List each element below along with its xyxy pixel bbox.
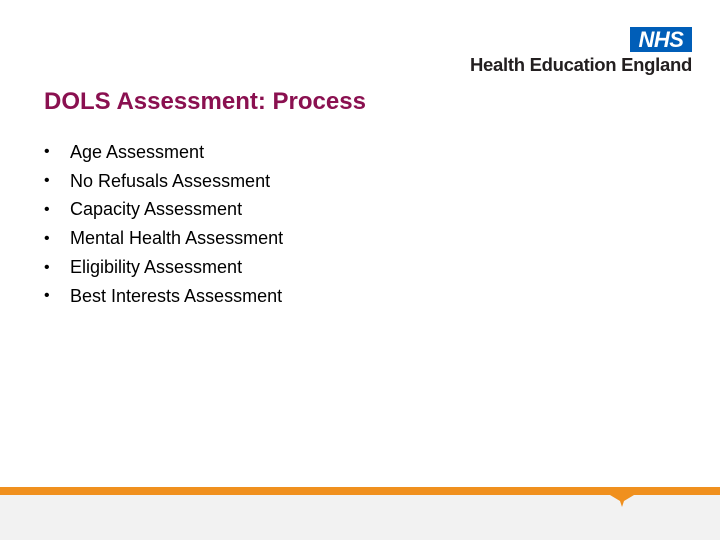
bullet-text: Capacity Assessment <box>70 199 243 220</box>
bullet-text: No Refusals Assessment <box>70 170 271 191</box>
bullet-marker: • <box>44 229 50 247</box>
footer-orange-stripe <box>0 487 720 495</box>
bullet-text: Age Assessment <box>70 141 205 162</box>
bullet-text: Eligibility Assessment <box>70 257 243 278</box>
bullet-item <box>44 167 283 196</box>
footer-chevron-icon <box>610 495 634 507</box>
bullet-marker: • <box>44 200 50 218</box>
bullet-text: Mental Health Assessment <box>70 228 284 249</box>
bullet-item <box>44 253 283 282</box>
bullet-item <box>44 224 283 253</box>
nhs-logo-box: NHS <box>630 27 692 52</box>
bullet-item <box>44 196 283 225</box>
hee-logo <box>432 27 692 75</box>
slide-title: DOLS Assessment: Process <box>44 88 366 115</box>
bullet-marker: • <box>44 172 50 190</box>
bullet-marker: • <box>44 143 50 161</box>
organisation-name: Health Education England <box>469 54 692 75</box>
bullet-marker: • <box>44 287 50 305</box>
bullet-marker: • <box>44 258 50 276</box>
bullet-item <box>44 282 283 311</box>
bullet-text: Best Interests Assessment <box>70 285 283 306</box>
bullet-item <box>44 138 283 167</box>
bullet-list <box>44 138 283 311</box>
